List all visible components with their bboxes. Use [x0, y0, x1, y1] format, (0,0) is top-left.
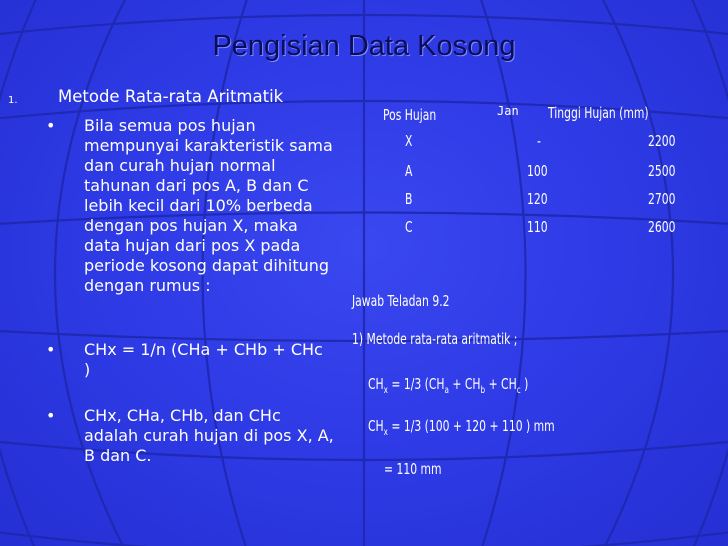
- table-cell-pos: C: [405, 218, 413, 236]
- method-heading: Metode Rata-rata Aritmatik: [58, 87, 284, 106]
- table-cell-jan: 120: [527, 190, 548, 208]
- bullet-dot-icon: •: [46, 340, 56, 359]
- bullet-dot-icon: •: [46, 116, 56, 135]
- table-cell-jan: 110: [527, 218, 548, 236]
- slide-title: Pengisian Data Kosong: [212, 30, 516, 62]
- table-header-jan: Jan: [497, 104, 519, 118]
- table-header-tinggi: Tinggi Hujan (mm): [548, 104, 649, 122]
- table-cell-tinggi: 2500: [648, 162, 676, 180]
- example-formula-general: $CH_x = 1/3$ ($CH_a + CH_b + CH_c$ ): [368, 375, 529, 396]
- bullet-text: CHx = 1/n (CHa + CHb + CHc ): [84, 340, 323, 379]
- example-method-line: 1) Metode rata-rata aritmatik ;: [352, 330, 518, 348]
- table-cell-tinggi: 2200: [648, 132, 676, 150]
- table-header-pos: Pos Hujan: [383, 106, 437, 124]
- table-cell-jan: -: [537, 132, 541, 150]
- table-cell-tinggi: 2700: [648, 190, 676, 208]
- example-formula-values: $CH_x = 1/3$ (100 + 120 + 110 ) mm: [368, 417, 555, 438]
- table-cell-pos: X: [405, 132, 413, 150]
- bullet-text: Bila semua pos hujan mempunyai karakteristik sama dan curah hujan normal tahunan dari pos A, B dan C lebih kecil dari 10% berbeda dengan pos hujan X, maka data hujan dari pos X pada periode kosong dapat dihitung dengan rumus :: [84, 116, 333, 295]
- bullet-text: CHx, CHa, CHb, dan CHc adalah curah hujan di pos X, A, B dan C.: [84, 406, 334, 465]
- table-cell-pos: B: [405, 190, 413, 208]
- bullet-dot-icon: •: [46, 406, 56, 425]
- example-result: = 110 mm: [384, 460, 442, 478]
- table-cell-jan: 100: [527, 162, 548, 180]
- example-heading: Jawab Teladan 9.2: [352, 292, 450, 310]
- list-number: 1.: [8, 95, 18, 106]
- table-cell-tinggi: 2600: [648, 218, 676, 236]
- table-cell-pos: A: [405, 162, 413, 180]
